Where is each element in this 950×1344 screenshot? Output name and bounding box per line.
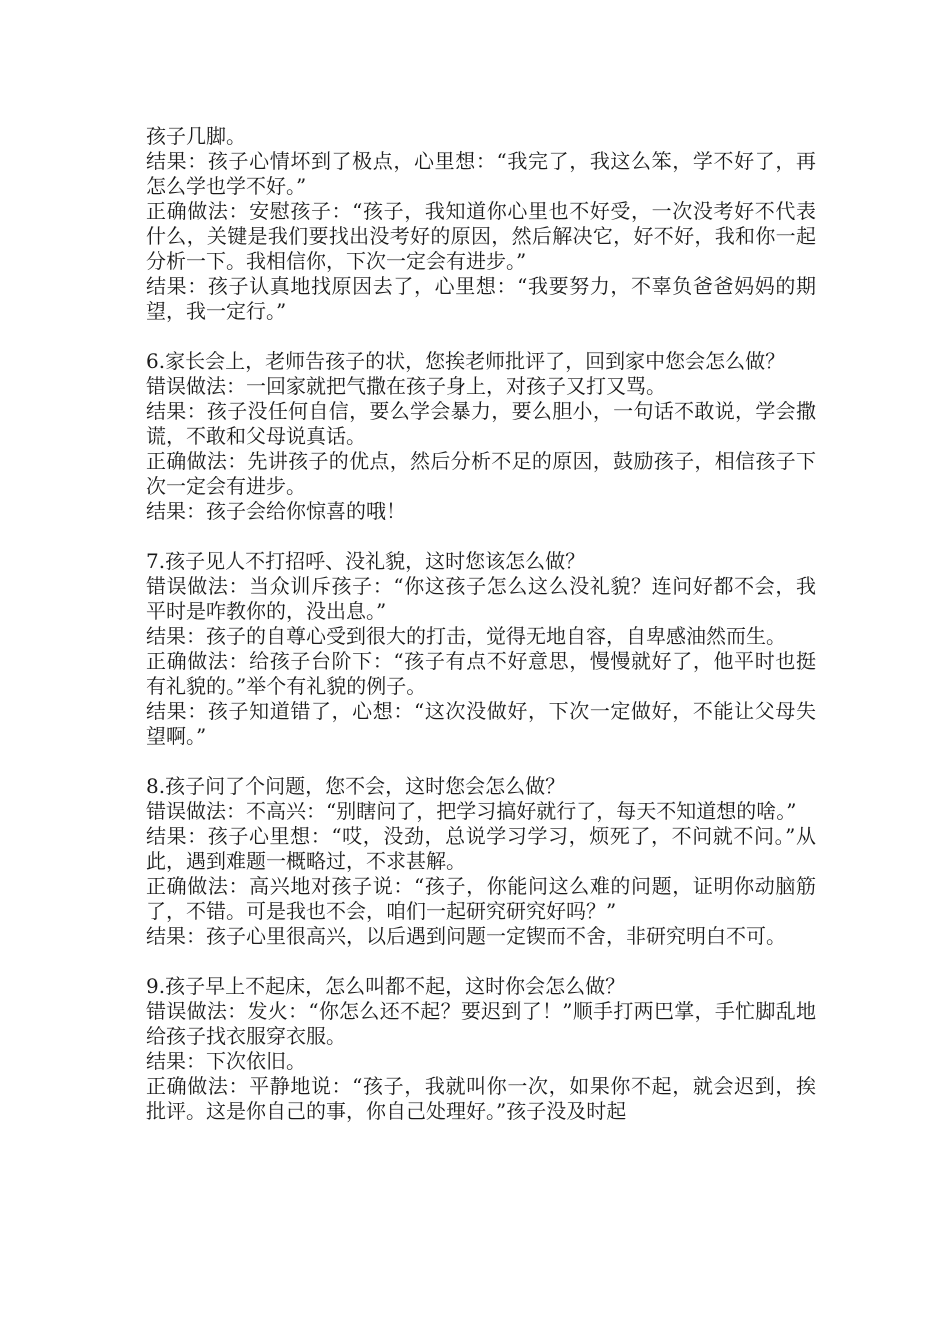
paragraph: 错误做法：不高兴：“别瞎问了，把学习搞好就行了，每天不知道想的啥。” [146,799,797,823]
paragraph: 错误做法：一回家就把气撒在孩子身上，对孩子又打又骂。 [146,374,666,398]
paragraph: 结果：孩子心里很高兴，以后遇到问题一定锲而不舍，非研究明白不可。 [146,924,786,948]
paragraph: 正确做法：平静地说：“孩子，我就叫你一次，如果你不起，就会迟到，挨批评。这是你自己的事，你自己处理好。”孩子没及时起 [146,1074,816,1123]
question-heading: 7.孩子见人不打招呼、没礼貌，这时您该怎么做？ [146,549,586,573]
paragraph: 错误做法：当众训斥孩子：“你这孩子怎么这么没礼貌？连问好都不会，我平时是咋教你的，没出息。” [146,574,816,623]
paragraph: 结果：孩子认真地找原因去了，心里想：“我要努力，不辜负爸爸妈妈的期望，我一定行。” [146,274,816,323]
paragraph-gap [146,949,816,974]
paragraph: 正确做法：给孩子台阶下：“孩子有点不好意思，慢慢就好了，他平时也挺有礼貌的。”举个有礼貌的例子。 [146,649,816,698]
paragraph: 正确做法：安慰孩子：“孩子，我知道你心里也不好受，一次没考好不代表什么，关键是我们要找出没考好的原因，然后解决它，好不好，我和你一起分析一下。我相信你，下次一定会有进步。” [146,199,816,273]
question-heading: 6.家长会上，老师告孩子的状，您挨老师批评了，回到家中您会怎么做？ [146,349,786,373]
paragraph: 结果：孩子心里想：“哎，没劲，总说学习学习，烦死了，不问就不问。”从此，遇到难题一概略过，不求甚解。 [146,824,816,873]
document-body [146,124,816,1124]
paragraph-gap [146,749,816,774]
paragraph: 结果：孩子心情坏到了极点，心里想：“我完了，我这么笨，学不好了，再怎么学也学不好。” [146,149,816,198]
paragraph: 结果：孩子会给你惊喜的哦！ [146,499,406,523]
paragraph-gap [146,324,816,349]
paragraph: 结果：孩子的自尊心受到很大的打击，觉得无地自容，自卑感油然而生。 [146,624,786,648]
question-heading: 8.孩子问了个问题，您不会，这时您会怎么做？ [146,774,566,798]
paragraph: 错误做法：发火：“你怎么还不起？要迟到了！”顺手打两巴掌，手忙脚乱地给孩子找衣服穿衣服。 [146,999,816,1048]
paragraph: 正确做法：先讲孩子的优点，然后分析不足的原因，鼓励孩子，相信孩子下次一定会有进步。 [146,449,816,498]
paragraph: 结果：孩子知道错了，心想：“这次没做好，下次一定做好，不能让父母失望啊。” [146,699,816,748]
paragraph: 结果：孩子没任何自信，要么学会暴力，要么胆小，一句话不敢说，学会撒谎，不敢和父母说真话。 [146,399,816,448]
paragraph: 结果：下次依旧。 [146,1049,306,1073]
question-heading: 9.孩子早上不起床，怎么叫都不起，这时你会怎么做？ [146,974,626,998]
paragraph: 正确做法：高兴地对孩子说：“孩子，你能问这么难的问题，证明你动脑筋了，不错。可是我也不会，咱们一起研究研究好吗？” [146,874,816,923]
paragraph: 孩子几脚。 [146,124,246,148]
paragraph-gap [146,524,816,549]
